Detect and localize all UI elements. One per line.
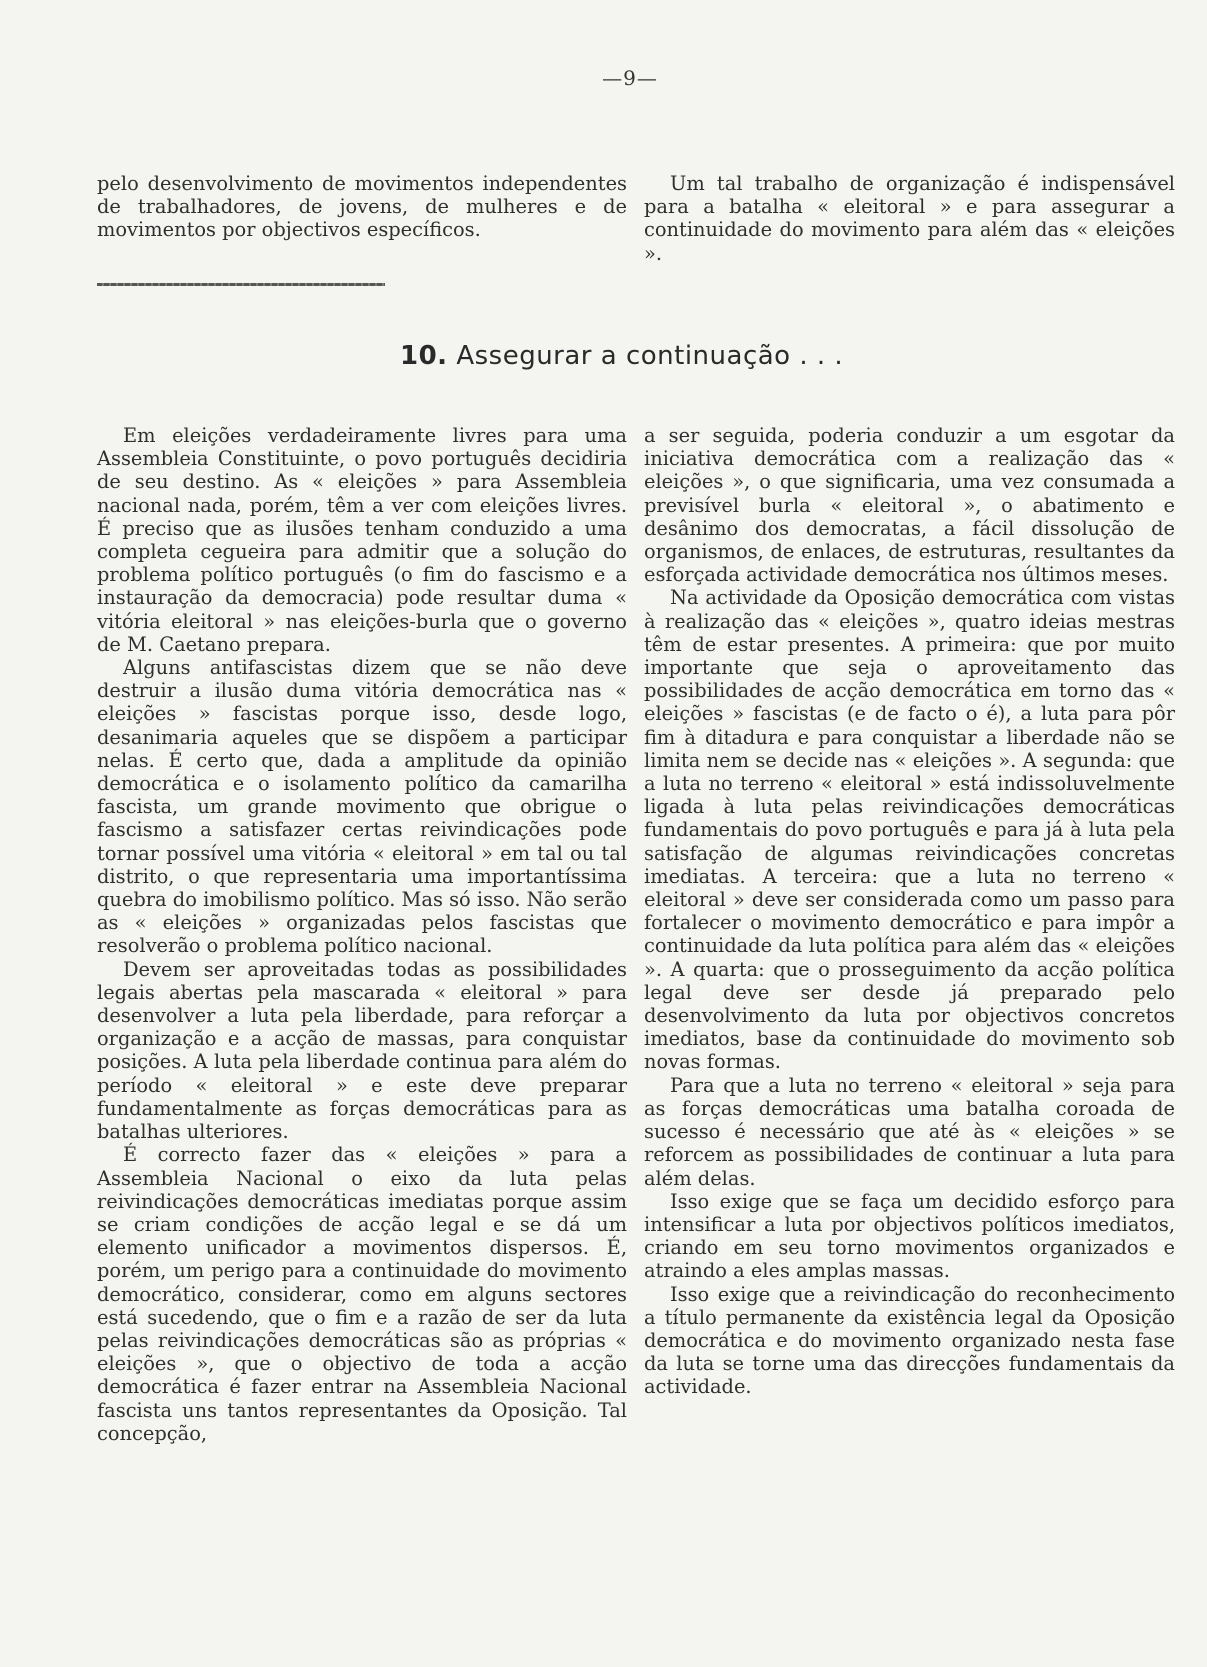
paragraph: Isso exige que a reivindicação do reconhecimento a título permanente da existência legal da Oposição democrática e do movimento organizado nesta fase da luta se torne uma das direcções fundamentais da actividade. (644, 1282, 1175, 1399)
paragraph: a ser seguida, poderia conduzir a um esgotar da iniciativa democrática com a realização das « eleições », o que significaria, uma vez consumada a previsível burla « eleitoral », o abatimento e desânimo dos democratas, a fácil dissolução de organismos, de enlaces, de estruturas, resultantes da esforçada actividade democrática nos últimos meses. (644, 424, 1175, 587)
left-text-column (97, 424, 627, 1445)
paragraph: Um tal trabalho de organização é indispensável para a batalha « eleitoral » e para assegurar a continuidade do movimento para além das « eleições ». (644, 172, 1175, 265)
paragraph: Em eleições verdadeiramente livres para uma Assembleia Constituinte, o povo português decidiria de seu destino. As « eleições » para Assembleia nacional nada, porém, têm a ver com eleições livres. É preciso que as ilusões tenham conduzido a uma completa cegueira para admitir que a solução do problema político português (o fim do fascismo e a instauração da democracia) pode resultar duma « vitória eleitoral » nas eleições-burla que o governo de M. Caetano prepara. (97, 424, 627, 656)
section-title: Assegurar a continuação . . . (456, 341, 844, 371)
right-text-column (644, 424, 1175, 1399)
section-divider-rule (97, 283, 385, 286)
page-number: —9— (602, 66, 658, 90)
paragraph: É correcto fazer das « eleições » para a Assembleia Nacional o eixo da luta pelas reivindicações democráticas imediatas porque assim se criam condições de acção legal e se dá um elemento unificador a movimentos dispersos. É, porém, um perigo para a continuidade do movimento democrático, considerar, como em alguns sectores está sucedendo, que o fim e a razão de ser da luta pelas reivindicações democráticas são as próprias « eleições », que o objectivo de toda a acção democrática é fazer entrar na Assembleia Nacional fascista uns tantos representantes da Oposição. Tal concepção, (97, 1143, 627, 1445)
top-left-paragraph-block (97, 172, 627, 242)
paragraph: pelo desenvolvimento de movimentos independentes de trabalhadores, de jovens, de mulheres e de movimentos por objectivos específicos. (97, 172, 627, 242)
section-heading (400, 341, 900, 371)
section-number: 10. (400, 341, 448, 371)
paragraph: Isso exige que se faça um decidido esforço para intensificar a luta por objectivos políticos imediatos, criando em seu torno movimentos organizados e atraindo a eles amplas massas. (644, 1189, 1175, 1283)
paragraph: Na actividade da Oposição democrática com vistas à realização das « eleições », quatro ideias mestras têm de estar presentes. A primeira: que por muito importante que seja o aproveitamento das possibilidades de acção democrática em torno das « eleições » fascistas (e de facto o é), a luta para pôr fim à ditadura e para conquistar a liberdade não se limita nem se decide nas « eleições ». A segunda: que a luta no terreno « eleitoral » está indissoluvelmente ligada à luta pelas reivindicações democráticas fundamentais do povo português e para já à luta pela satisfação de algumas reivindicações concretas imediatas. A terceira: que a luta no terreno « eleitoral » deve ser considerada como um passo para fortalecer o movimento democrático e para impôr a continuidade da luta política para além das « eleições ». A quarta: que o prosseguimento da acção política legal deve ser desde já preparado pelo desenvolvimento da luta por objectivos concretos imediatos, base da continuidade do movimento sob novas formas. (644, 586, 1175, 1074)
paragraph: Devem ser aproveitadas todas as possibilidades legais abertas pela mascarada « eleitoral » para desenvolver a luta pela liberdade, para reforçar a organização e a acção de massas, para conquistar posições. A luta pela liberdade continua para além do período « eleitoral » e este deve preparar fundamentalmente as forças democráticas para as batalhas ulteriores. (97, 957, 627, 1144)
paragraph: Para que a luta no terreno « eleitoral » seja para as forças democráticas uma batalha coroada de sucesso é necessário que até às « eleições » se reforcem as possibilidades de continuar a luta para além delas. (644, 1073, 1175, 1190)
paragraph: Alguns antifascistas dizem que se não deve destruir a ilusão duma vitória democrática nas « eleições » fascistas porque isso, desde logo, desanimaria aqueles que se dispõem a participar nelas. É certo que, dada a amplitude da opinião democrática e o isolamento político da camarilha fascista, um grande movimento que obrigue o fascismo a satisfazer certas reivindicações pode tornar possível uma vitória « eleitoral » em tal ou tal distrito, o que representaria uma importantíssima quebra do imobilismo político. Mas só isso. Não serão as « eleições » organizadas pelos fascistas que resolverão o problema político nacional. (97, 656, 627, 958)
top-right-paragraph-block (644, 172, 1175, 265)
